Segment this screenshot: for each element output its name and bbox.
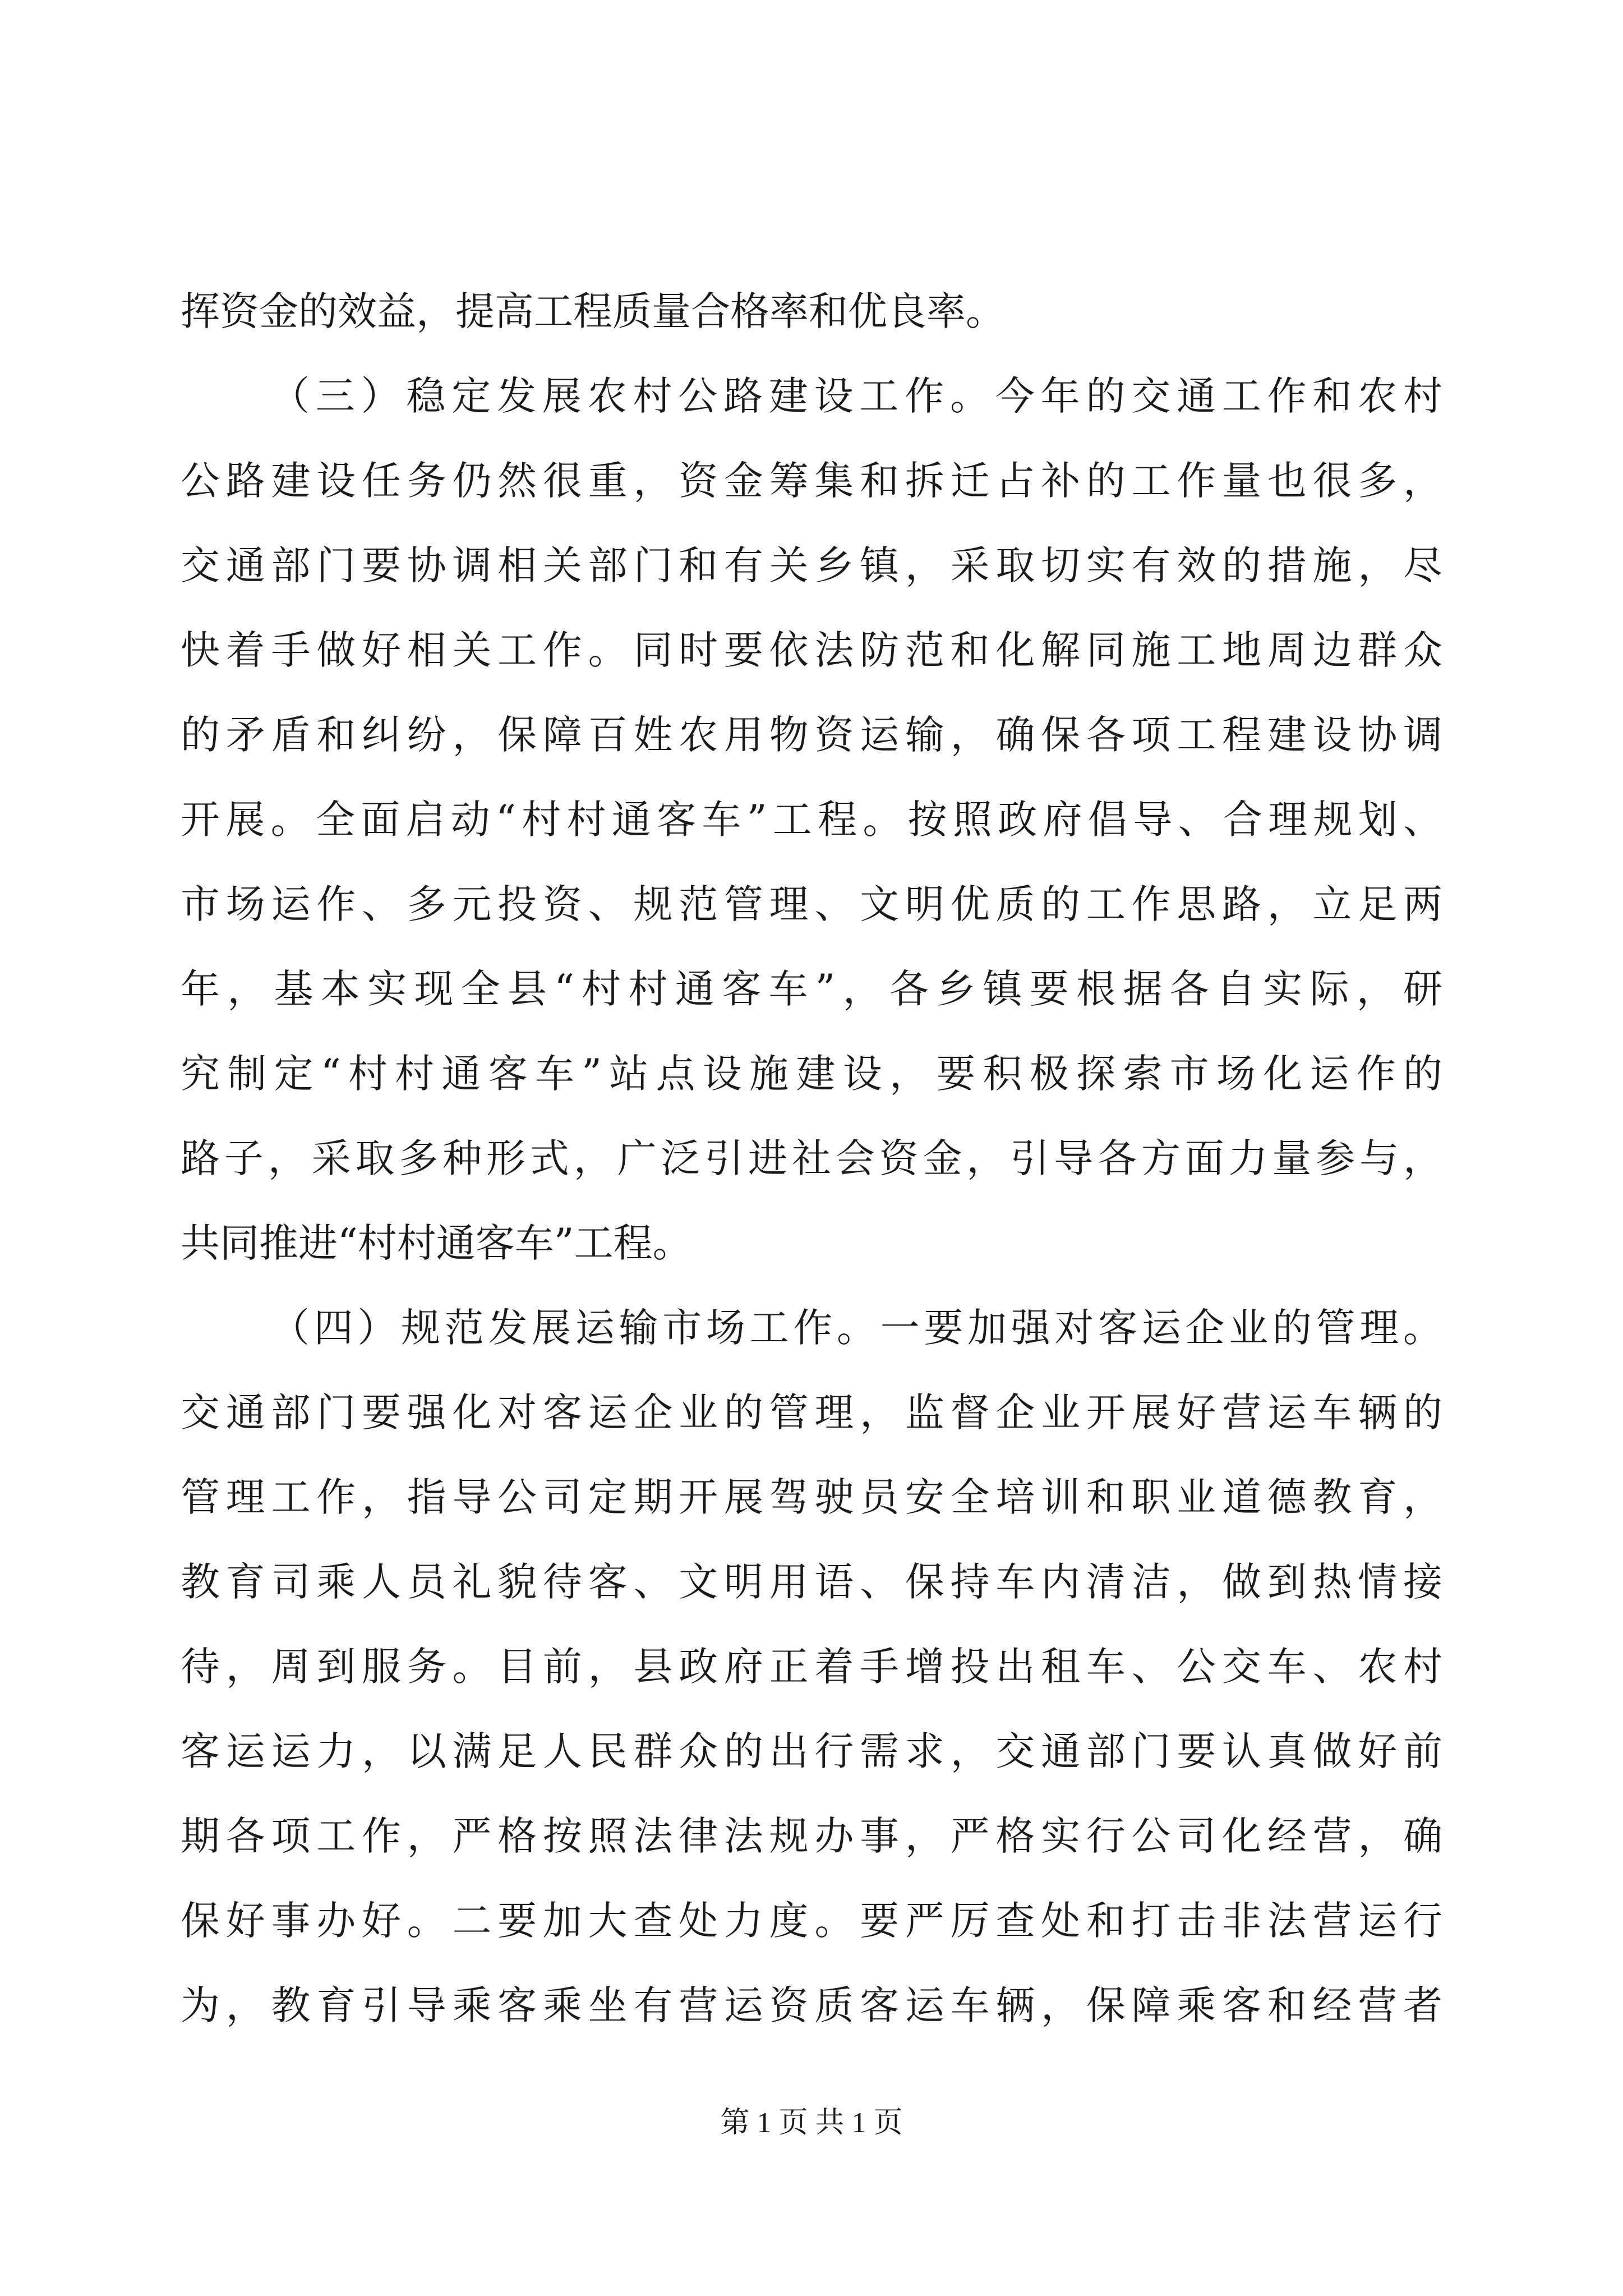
text-line: 教育司乘人员礼貌待客、文明用语、保持车内清洁，做到热情接: [181, 1559, 1442, 1605]
text-line: 待，周到服务。目前，县政府正着手增投出租车、公交车、农村: [181, 1644, 1442, 1690]
text-line: 公路建设任务仍然很重，资金筹集和拆迁占补的工作量也很多，: [181, 458, 1442, 504]
text-line: 保好事办好。二要加大查处力度。要严厉查处和打击非法营运行: [181, 1898, 1442, 1944]
text-line: 快着手做好相关工作。同时要依法防范和化解同施工地周边群众: [181, 627, 1442, 673]
text-line: 共同推进“村村通客车”工程。: [181, 1220, 692, 1266]
text-line: 路子，采取多种形式，广泛引进社会资金，引导各方面力量参与，: [181, 1135, 1442, 1181]
text-line: 年，基本实现全县“村村通客车”，各乡镇要根据各自实际，研: [181, 966, 1442, 1012]
text-line: 交通部门要强化对客运企业的管理，监督企业开展好营运车辆的: [181, 1389, 1442, 1435]
text-line: 客运运力，以满足人民群众的出行需求，交通部门要认真做好前: [181, 1728, 1442, 1774]
text-line: 交通部门要协调相关部门和有关乡镇，采取切实有效的措施，尽: [181, 542, 1442, 588]
page-number-footer: 第 1 页 共 1 页: [720, 2107, 903, 2139]
text-line: 开展。全面启动“村村通客车”工程。按照政府倡导、合理规划、: [181, 797, 1442, 843]
text-line: 挥资金的效益，提高工程质量合格率和优良率。: [181, 288, 1005, 334]
text-line: 期各项工作，严格按照法律法规办事，严格实行公司化经营，确: [181, 1813, 1442, 1859]
text-line: 究制定“村村通客车”站点设施建设，要积极探索市场化运作的: [181, 1051, 1442, 1097]
text-line: 的矛盾和纠纷，保障百姓农用物资运输，确保各项工程建设协调: [181, 712, 1442, 758]
text-line: 为，教育引导乘客乘坐有营运资质客运车辆，保障乘客和经营者: [181, 1982, 1442, 2028]
text-line: 管理工作，指导公司定期开展驾驶员安全培训和职业道德教育，: [181, 1474, 1442, 1520]
section-heading-line: （三）稳定发展农村公路建设工作。今年的交通工作和农村: [270, 373, 1442, 419]
document-body: [181, 269, 1442, 2048]
section-heading-line: （四）规范发展运输市场工作。一要加强对客运企业的管理。: [270, 1305, 1442, 1351]
text-line: 市场运作、多元投资、规范管理、文明优质的工作思路，立足两: [181, 881, 1442, 927]
